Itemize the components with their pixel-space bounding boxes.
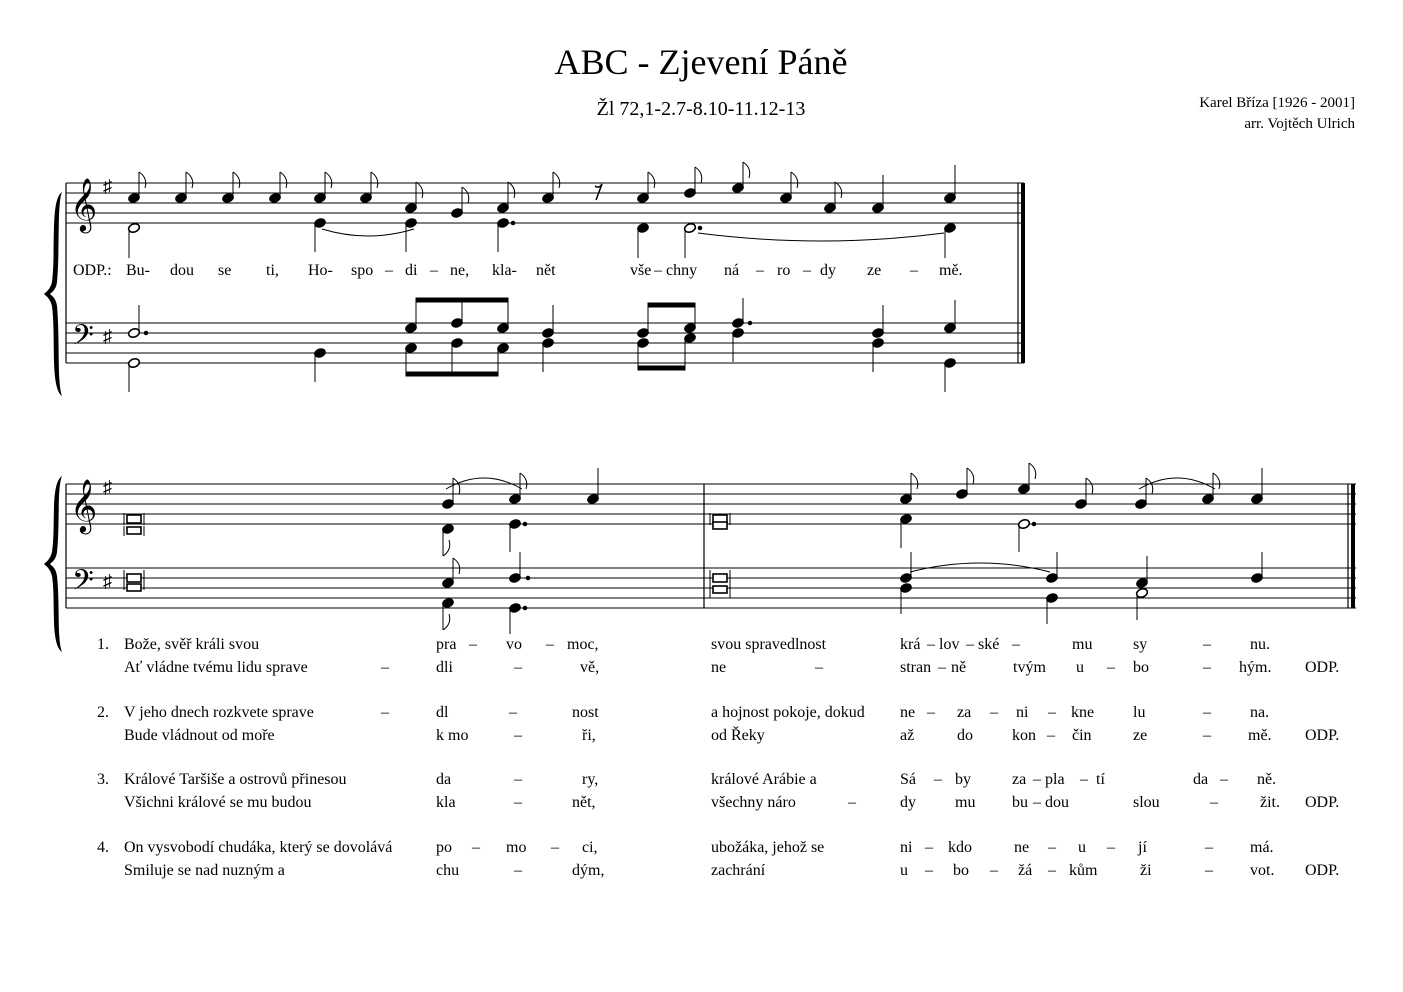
lyric-hyphen: – [1210, 794, 1218, 811]
lyric-syllable: tvým [1013, 659, 1046, 676]
lyric-hyphen: – [990, 704, 998, 721]
lyric-hyphen: – [1012, 636, 1020, 653]
lyric-hyphen: – [1205, 862, 1213, 879]
verse-text: Bude vládnout od moře [124, 727, 275, 744]
lyric-hyphen: – [1203, 659, 1211, 676]
lyric-syllable: kon [1012, 727, 1036, 744]
verse-text: Všichni králové se mu budou [124, 794, 312, 811]
verse-text: od Řeky [711, 727, 765, 744]
lyric-hyphen: – [1033, 771, 1041, 788]
lyric-syllable: Sá [900, 771, 916, 788]
breve-chords [124, 513, 730, 598]
bass-staff-2 [66, 568, 1356, 608]
lyric-hyphen: – [756, 262, 764, 279]
lyric-syllable: mě. [939, 262, 963, 279]
lyric-syllable: sy [1133, 636, 1148, 653]
lyric-syllable: nět, [572, 794, 596, 811]
treble-staff-1 [66, 183, 1024, 223]
lyric-syllable: ři, [582, 727, 596, 744]
lyric-syllable: vot. [1250, 862, 1275, 879]
lyric-syllable: u [900, 862, 908, 879]
lyric-hyphen: – [927, 636, 935, 653]
lyric-syllable: kům [1069, 862, 1098, 879]
verse-number: 4. [97, 839, 109, 856]
lyric-syllable: mu [955, 794, 976, 811]
lyric-hyphen: – [1080, 771, 1088, 788]
lyric-hyphen: – [1033, 794, 1041, 811]
lyric-hyphen: – [472, 839, 480, 856]
page-title: ABC - Zjevení Páně [554, 42, 848, 82]
lyric-syllable: ne, [450, 262, 470, 279]
lyric-syllable: u [1076, 659, 1084, 676]
lyric-syllable: dli [436, 659, 453, 676]
lyric-syllable: kla [436, 794, 456, 811]
lyric-syllable: di [405, 262, 418, 279]
lyric-syllable: za [957, 704, 972, 721]
lyric-syllable: nost [572, 704, 599, 721]
lyric-hyphen: – [546, 636, 554, 653]
lyric-syllable: da [1193, 771, 1209, 788]
lyric-hyphen: – [514, 794, 522, 811]
lyric-syllable: po [436, 839, 452, 856]
lyric-syllable: ne [1014, 839, 1030, 856]
lyric-hyphen: – [925, 839, 933, 856]
lyric-hyphen: – [469, 636, 477, 653]
lyric-hyphen: – [1048, 704, 1056, 721]
lyric-syllable: dým, [572, 862, 605, 879]
lyric-syllable: čin [1072, 727, 1092, 744]
lyric-syllable: Bu- [126, 262, 150, 279]
system-1 [44, 162, 1025, 396]
refrain-cue: ODP. [1305, 862, 1340, 879]
lyric-hyphen: – [1205, 839, 1213, 856]
lyric-syllable: chu [436, 862, 460, 879]
lyric-syllable: má. [1250, 839, 1274, 856]
lyric-syllable: jí [1138, 839, 1147, 856]
verse-4-line-1 [0, 839, 1403, 859]
verse-text: všechny náro [711, 794, 796, 811]
brace [44, 476, 62, 652]
lyric-syllable: mo [506, 839, 527, 856]
lyric-syllable: se [218, 262, 232, 279]
lyric-hyphen: – [925, 862, 933, 879]
lyric-syllable: vo [506, 636, 522, 653]
lyric-syllable: ná [724, 262, 740, 279]
lyric-syllable: ži [1140, 862, 1152, 879]
lyric-hyphen: – [385, 262, 393, 279]
verse-text: Smiluje se nad nuzným a [124, 862, 285, 879]
lyric-syllable: ze [867, 262, 882, 279]
lyric-syllable: tí [1096, 771, 1105, 788]
psalm-reference: Žl 72,1-2.7-8.10-11.12-13 [596, 98, 806, 120]
verse-2-line-2 [0, 727, 1403, 747]
lyric-syllable: žá [1018, 862, 1033, 879]
lyric-syllable: lov [939, 636, 960, 653]
lyric-syllable: bo [1133, 659, 1149, 676]
verse-text: V jeho dnech rozkvete sprave [124, 704, 314, 721]
verse-3-line-1 [0, 771, 1403, 791]
lyric-hyphen: – [803, 262, 811, 279]
lyric-syllable: ry, [582, 771, 599, 788]
lyric-syllable: chny [666, 262, 698, 279]
lyric-syllable: bo [953, 862, 969, 879]
lyric-hyphen: – [966, 636, 974, 653]
lyric-hyphen: – [514, 862, 522, 879]
tenor-voice-2 [441, 552, 1263, 589]
composer-credit: Karel Bříza [1926 - 2001] [1199, 95, 1355, 111]
verse-4-line-2 [0, 862, 1403, 882]
lyric-syllable: dy [820, 262, 836, 279]
verse-text: ubožáka, jehož se [711, 839, 825, 856]
lyric-syllable: u [1078, 839, 1086, 856]
brace [44, 192, 62, 396]
lyric-syllable: žit. [1260, 794, 1280, 811]
refrain-label: ODP.: [73, 262, 112, 279]
lyric-syllable: stran [900, 659, 932, 676]
lyric-hyphen: – [514, 771, 522, 788]
lyric-hyphen: – [514, 659, 522, 676]
lyric-syllable: ně [951, 659, 967, 676]
lyric-syllable: ne [711, 659, 727, 676]
lyric-syllable: ro [777, 262, 791, 279]
lyric-syllable: mu [1072, 636, 1093, 653]
lyric-hyphen: – [1203, 636, 1211, 653]
lyric-syllable: ské [978, 636, 1000, 653]
refrain-lyrics [73, 262, 963, 279]
verse-2-line-1 [0, 704, 1403, 724]
verse-text: a hojnost pokoje, dokud [711, 704, 865, 721]
lyric-hyphen: – [1220, 771, 1228, 788]
lyric-syllable: bu [1012, 794, 1028, 811]
lyric-hyphen: – [1048, 862, 1056, 879]
lyric-syllable: ne [900, 704, 916, 721]
refrain-cue: ODP. [1305, 727, 1340, 744]
lyric-hyphen: – [938, 659, 946, 676]
lyric-syllable: lu [1133, 704, 1146, 721]
lyric-syllable: na. [1250, 704, 1270, 721]
lyric-syllable: kne [1071, 704, 1095, 721]
lyric-syllable: ni [900, 839, 913, 856]
lyric-syllable: ze [1133, 727, 1148, 744]
bass-voice-1 [127, 327, 956, 392]
verse-text: zachrání [711, 862, 766, 879]
key-sharp-icon: ♯ [103, 326, 112, 346]
lyric-hyphen: – [1107, 839, 1115, 856]
lyric-hyphen: – [654, 262, 662, 279]
verse-text: Ať vládne tvému lidu sprave [124, 659, 308, 676]
lyric-syllable: dou [1045, 794, 1069, 811]
lyric-syllable: vě, [580, 659, 600, 676]
verse-number: 3. [97, 771, 109, 788]
verse-number: 1. [97, 636, 109, 653]
lyric-syllable: pla [1045, 771, 1065, 788]
treble-staff-2 [66, 484, 1356, 524]
lyric-syllable: ci, [582, 839, 598, 856]
lyric-hyphen: – [551, 839, 559, 856]
soprano-voice-2 [441, 463, 1263, 510]
lyric-hyphen: – [1107, 659, 1115, 676]
lyric-syllable: dy [900, 794, 916, 811]
verse-text: Bože, svěř králi svou [124, 636, 260, 653]
key-sharp-icon: ♯ [103, 571, 112, 591]
treble-clef-icon: 𝄞 [70, 480, 98, 531]
key-sharp-icon: ♯ [103, 477, 112, 497]
lyric-hyphen: – [934, 771, 942, 788]
lyric-syllable: nět [536, 262, 556, 279]
lyric-syllable: za [1012, 771, 1027, 788]
refrain-cue: ODP. [1305, 659, 1340, 676]
lyric-hyphen: – [910, 262, 918, 279]
lyric-syllable: pra [436, 636, 457, 653]
lyric-syllable: dl [436, 704, 449, 721]
verse-text: On vysvobodí chudáka, který se dovolává [124, 839, 393, 856]
lyric-syllable: do [957, 727, 973, 744]
lyric-syllable: kla- [492, 262, 517, 279]
arranger-credit: arr. Vojtěch Ulrich [1244, 116, 1355, 132]
verse-text: svou spravedlnost [711, 636, 827, 653]
lyric-hyphen: – [848, 794, 856, 811]
verse-text: králové Arábie a [711, 771, 817, 788]
alto-voice-2 [441, 513, 1035, 556]
lyric-syllable: kdo [948, 839, 972, 856]
lyric-syllable: až [900, 727, 915, 744]
lyric-hyphen: – [514, 727, 522, 744]
verse-text: Králové Taršiše a ostrovů přinesou [124, 771, 347, 788]
treble-clef-icon: 𝄞 [70, 179, 98, 230]
lyric-syllable: ni [1016, 704, 1029, 721]
lyric-syllable: spo [351, 262, 374, 279]
lyric-hyphen: – [1048, 839, 1056, 856]
lyric-hyphen: – [430, 262, 438, 279]
key-sharp-icon: ♯ [103, 176, 112, 196]
verse-1-line-1 [0, 636, 1403, 656]
lyric-hyphen: – [509, 704, 517, 721]
lyric-syllable: ně. [1257, 771, 1277, 788]
lyric-hyphen: – [1047, 727, 1055, 744]
system-2 [44, 463, 1356, 652]
lyric-syllable: mě. [1248, 727, 1272, 744]
lyric-hyphen: – [815, 659, 823, 676]
lyric-syllable: da [436, 771, 452, 788]
lyric-syllable: ti, [266, 262, 279, 279]
verse-3-line-2 [0, 794, 1403, 814]
lyric-syllable: Ho- [308, 262, 333, 279]
verse-1-line-2 [0, 659, 1403, 679]
lyric-syllable: vše [630, 262, 652, 279]
lyric-hyphen: – [381, 659, 389, 676]
lyric-hyphen: – [1203, 704, 1211, 721]
bass-clef-icon: 𝄢 [72, 566, 94, 603]
lyric-syllable: hým. [1239, 659, 1272, 676]
lyric-syllable: krá [900, 636, 921, 653]
refrain-cue: ODP. [1305, 794, 1340, 811]
lyric-syllable: slou [1133, 794, 1160, 811]
lyric-syllable: moc, [567, 636, 599, 653]
soprano-voice-1 [127, 162, 956, 219]
lyric-hyphen: – [381, 704, 389, 721]
lyric-syllable: by [955, 771, 971, 788]
bass-clef-icon: 𝄢 [72, 321, 94, 358]
lyric-syllable: dou [170, 262, 194, 279]
lyric-hyphen: – [990, 862, 998, 879]
lyric-hyphen: – [1203, 727, 1211, 744]
lyric-syllable: k mo [436, 727, 469, 744]
verse-number: 2. [97, 704, 109, 721]
lyric-syllable: nu. [1250, 636, 1270, 653]
lyric-hyphen: – [927, 704, 935, 721]
